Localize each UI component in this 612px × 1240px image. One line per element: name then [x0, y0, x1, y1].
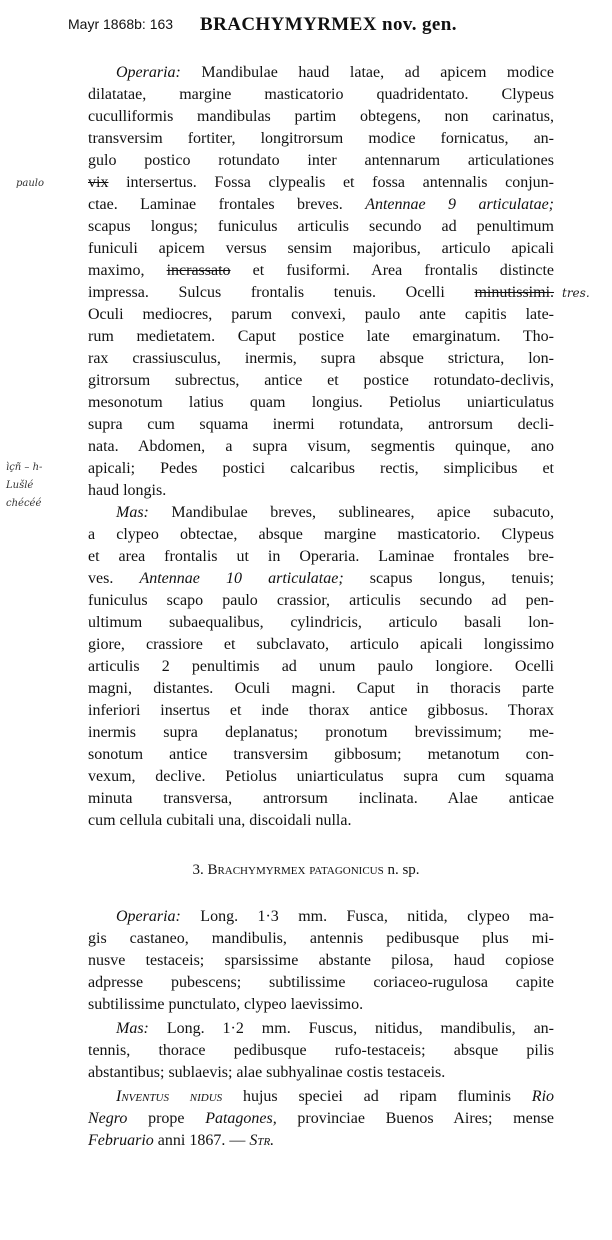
text-line: sonotum antice transversim gibbosum; metanotum con- — [88, 746, 554, 763]
text-line: giore, crassiore et subclavato, articulo apicali longissimo — [88, 636, 554, 653]
text-line: ctae. Laminae frontales breves. Antennae 9 articulatae; — [88, 196, 555, 213]
text-line: vix intersertus. Fossa clypealis et fossa antennalis conjun- — [88, 174, 555, 191]
text-line: a clypeo obtectae, absque margine masticatorio. Clypeus — [88, 526, 554, 543]
text-line: minuta transversa, antrorsum inclinata. Alae anticae — [88, 790, 554, 807]
mas-label: Mas: — [116, 1020, 149, 1037]
operaria-label: Operaria: — [116, 908, 181, 925]
text-line: vexum, declive. Petiolus uniarticulatus supra cum squama — [88, 768, 554, 785]
text-line: rax crassiusculus, inermis, supra absque strictura, lon- — [88, 350, 554, 367]
species-heading: 3. Brachymyrmex patagonicus n. sp. — [192, 862, 420, 878]
struck-word: minutissimi. — [474, 284, 555, 301]
text-line: gulo postico rotundato inter antennarum articulationes — [88, 152, 554, 169]
inventus-label: Inventus nidus — [116, 1088, 223, 1105]
text-line: et area frontalis ut in Operaria. Laminae frontales bre- — [88, 548, 554, 565]
struck-word: vix — [88, 174, 109, 191]
handwritten-note: chécéé — [6, 498, 42, 509]
text-line: apicali; Pedes postici calcaribus rectis, simplicibus et — [88, 460, 554, 477]
text-line: Operaria: Mandibulae haud latae, ad apicem modice — [116, 64, 554, 81]
text-line: nusve testaceis; sparsissime abstante pilosa, haud copiose — [88, 952, 554, 969]
text-line: subtilissime punctulato, clypeo laevissimo. — [88, 996, 364, 1013]
text-line: magni, distantes. Oculi magni. Caput in thoracis parte — [88, 680, 554, 697]
text-line: mesonotum latius quam longius. Petiolus uniarticulatus — [88, 394, 554, 411]
text-line: nata. Abdomen, a supra visum, segmentis quinque, ano — [88, 438, 554, 455]
mas-label: Mas: — [116, 504, 149, 521]
text-line: cum cellula cubitali una, discoidali nulla. — [88, 812, 352, 829]
text-line: scapus longus; funiculus articulis secundo ad penultimum — [88, 218, 554, 235]
text-line: Oculi mediocres, parum convexi, paulo ante capitis late- — [88, 306, 554, 323]
text-line: supra cum squama inermi rotundata, antrorsum decli- — [88, 416, 554, 433]
operaria-label: Operaria: — [116, 64, 181, 81]
citation-label: Mayr 1868b: 163 — [68, 16, 174, 32]
text-line: cuculliformis mandibulas partim obtegens, non carinatus, — [88, 108, 554, 125]
text-line: transversim fortiter, longitrorsum modice fornicatus, an- — [88, 130, 554, 147]
genus-title: BRACHYMYRMEX nov. gen. — [200, 14, 457, 35]
text-line: gitrorsum subrectus, antice et postice rotundato-declivis, — [88, 372, 554, 389]
text-line: ultimum subaequalibus, cylindricis, articulo basali lon- — [88, 614, 554, 631]
text-line: funiculi apicem versus sensim majoribus, articulo apicali — [88, 240, 554, 257]
text-line: haud longis. — [88, 482, 167, 499]
handwritten-note: paulo — [16, 178, 45, 189]
text-line: Februario anni 1867. — Str. — [88, 1132, 275, 1149]
text-line: funiculus scapo paulo crassior, articulis secundo ad pen- — [88, 592, 554, 609]
text-line: adpresse pubescens; subtilissime coriaceo-rugulosa capite — [88, 974, 554, 991]
text-line: rum medietatem. Caput postice late emarginatum. Tho- — [88, 328, 554, 345]
struck-word: incrassato — [166, 262, 231, 279]
text-line: inferiori insertus et inde thorax antice gibbosus. Thorax — [88, 702, 554, 719]
text-line: articulis 2 penultimis ad unum paulo longiore. Ocelli — [88, 658, 554, 675]
page-header — [0, 14, 612, 40]
text-line: Inventus nidus hujus speciei ad ripam fluminis Rio — [116, 1088, 555, 1105]
text-line: ves. Antennae 10 articulatae; scapus longus, tenuis; — [88, 570, 555, 587]
text-line: Mas: Long. 1·2 mm. Fuscus, nitidus, mandibulis, an- — [116, 1020, 554, 1037]
text-line: abstantibus; sublaevis; alae subhyalinae costis testaceis. — [88, 1064, 446, 1081]
text-line: dilatatae, margine masticatorio quadridentato. Clypeus — [88, 86, 554, 103]
text-line: impressa. Sulcus frontalis tenuis. Ocelli minutissimi. — [88, 284, 555, 301]
text-line: inermis supra deplanatus; pronotum brevissimum; me- — [88, 724, 554, 741]
text-line: tennis, thorace pedibusque rufo-testaceis; absque pilis — [88, 1042, 554, 1059]
handwritten-note: tres. — [562, 286, 590, 300]
text-line: gis castaneo, mandibulis, antennis pedibusque plus mi- — [88, 930, 554, 947]
text-line: maximo, incrassato et fusiformi. Area frontalis distincte — [88, 262, 554, 279]
text-line: Mas: Mandibulae breves, sublineares, apice subacuto, — [116, 504, 555, 521]
handwritten-note: Lušlé — [6, 480, 34, 491]
handwritten-note: ìçñ – h- — [6, 462, 43, 473]
text-line: Operaria: Long. 1·3 mm. Fusca, nitida, clypeo ma- — [116, 908, 555, 925]
text-line: Negro prope Patagones, provinciae Buenos Aires; mense — [88, 1110, 555, 1127]
